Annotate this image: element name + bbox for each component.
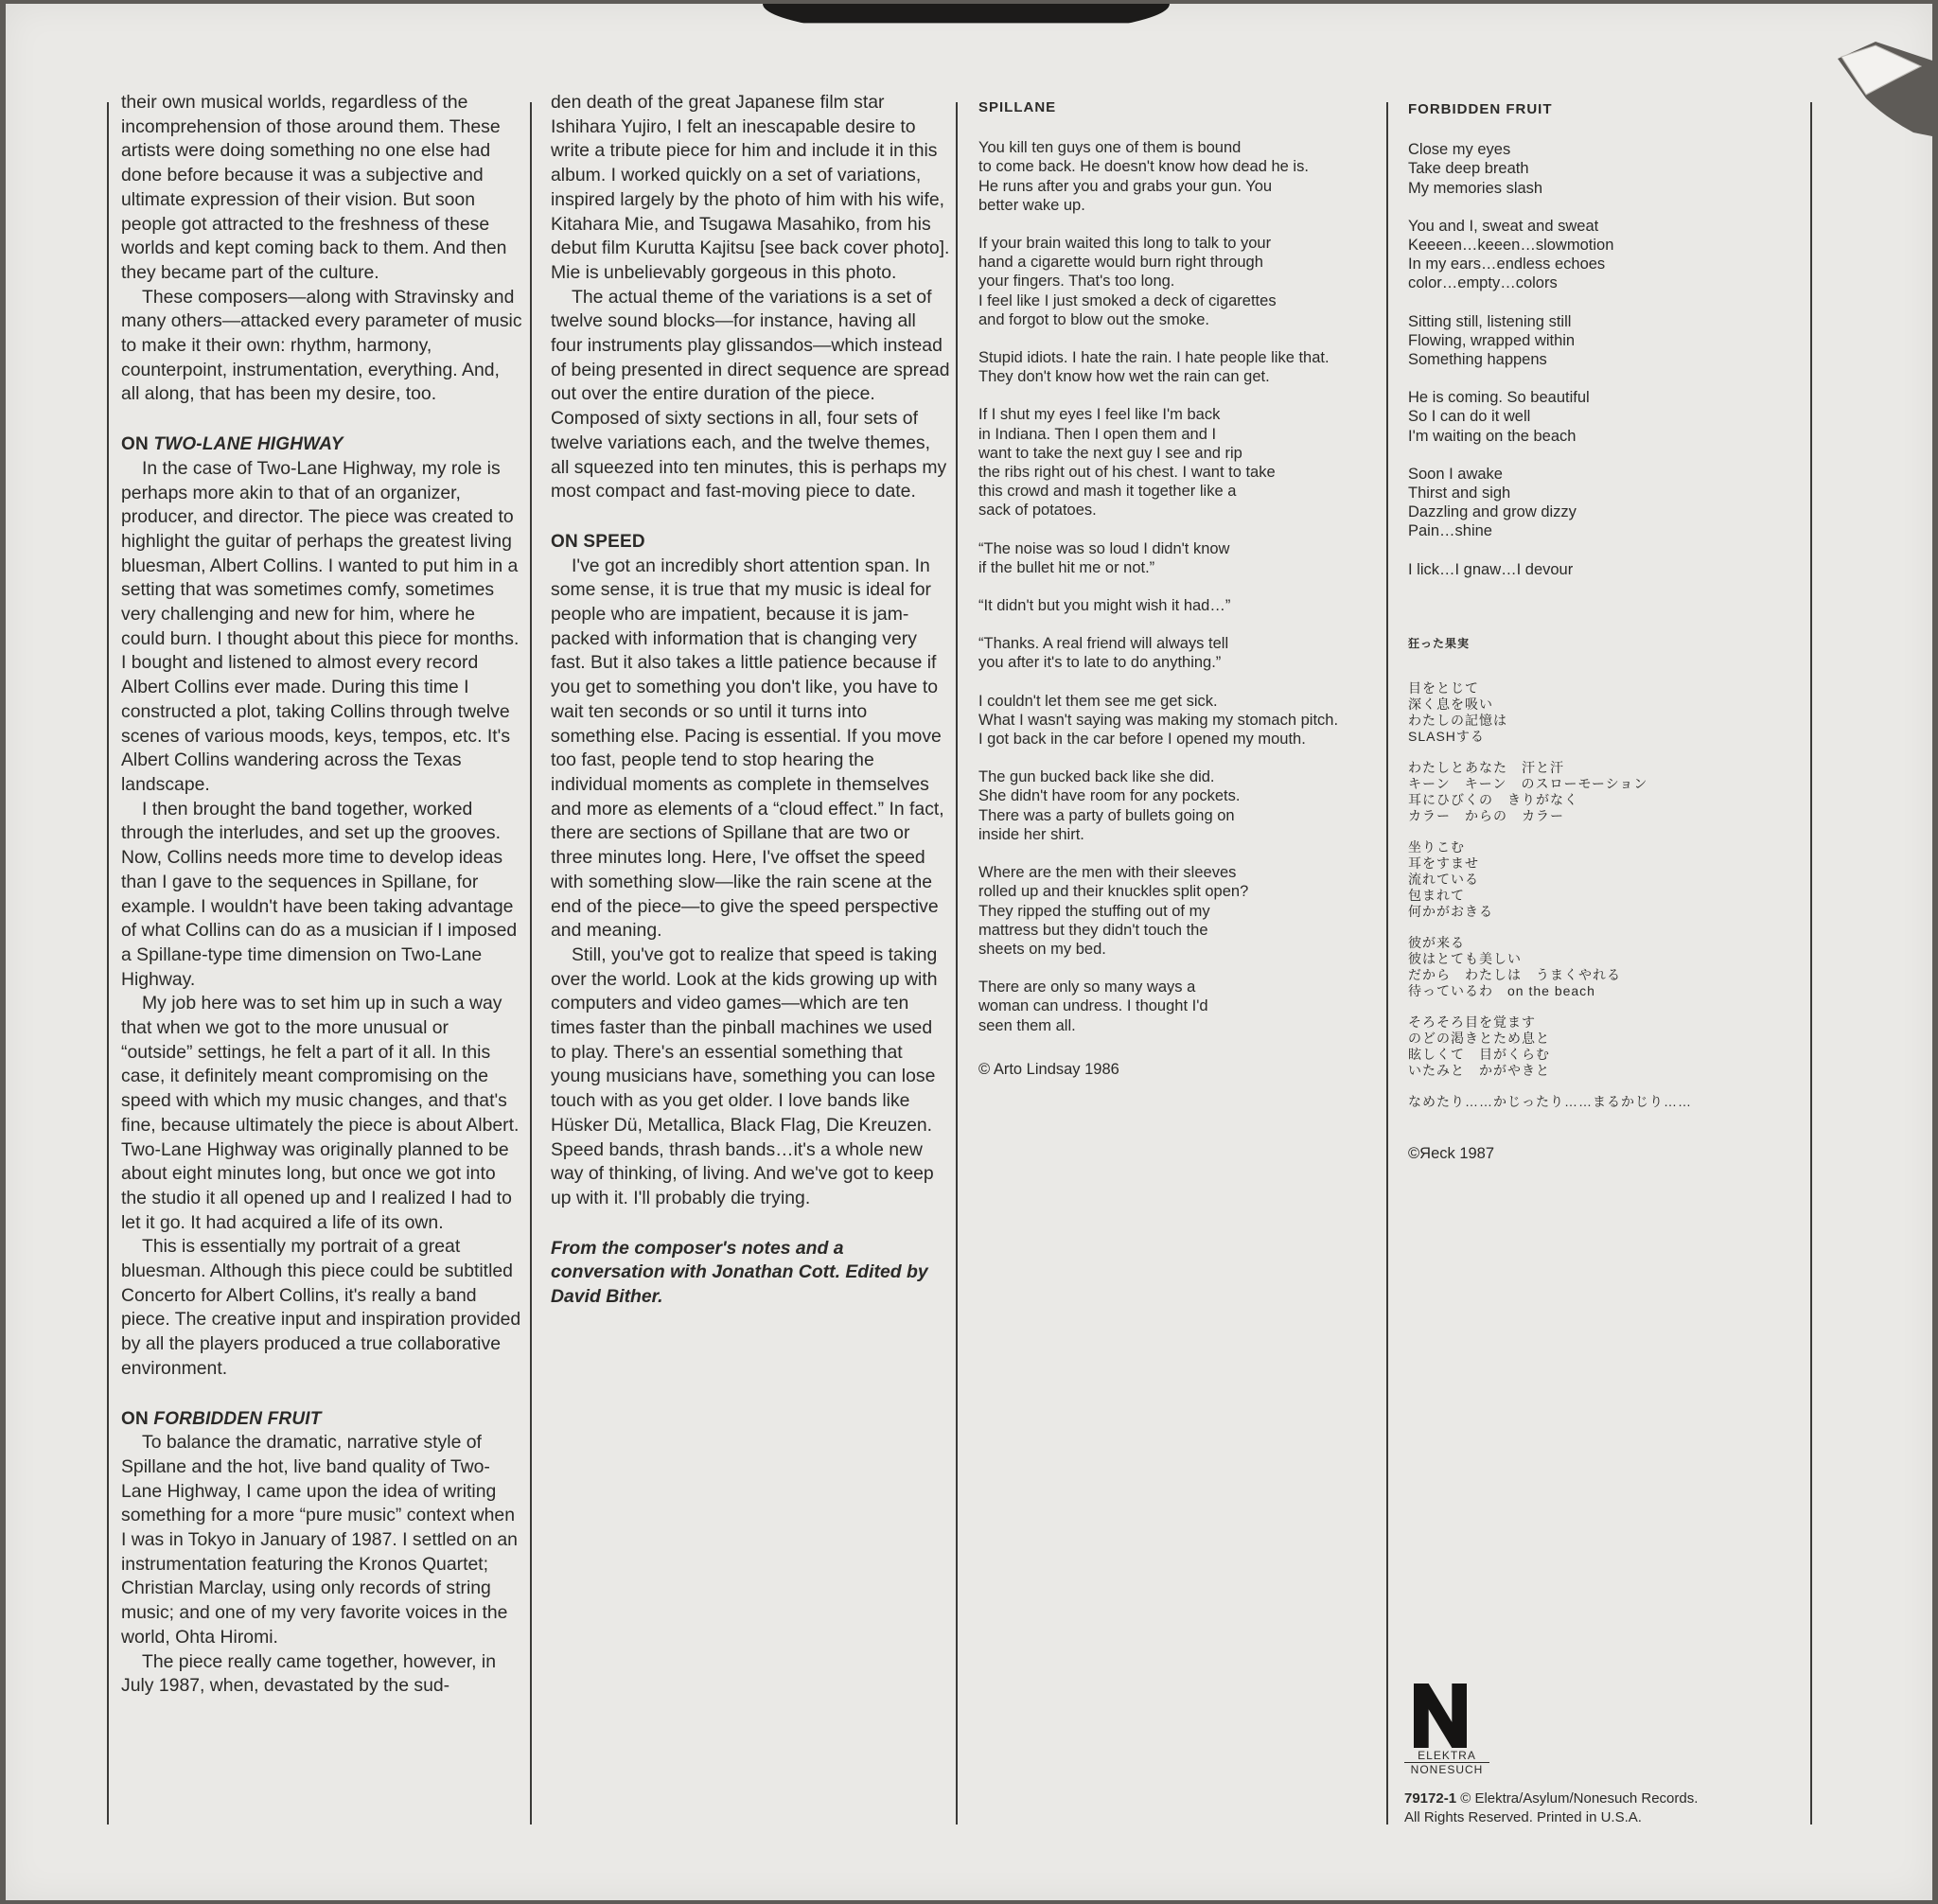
stanza [978, 138, 1385, 215]
paragraph: This is essentially my portrait of a great bluesman. Although this piece could be subtitled Concerto for Albert Collins, it's really a band piece. The creative input and inspiration provided by all the players produced a true collaborative environment. [121, 1236, 521, 1379]
lyric-line: The gun bucked back like she did. [978, 768, 1215, 786]
paragraph: den death of the great Japanese film star Ishihara Yujiro, I felt an inescapable desire to write a tribute piece for him and include it in this album. I worked quickly on a set of variations, inspired largely by the photo of him with his wife, Kitahara Mie, and Tsugawa Masahiko, from his debut film Kurutta Kajitsu [see back cover photo]. Mie is unbelievably gorgeous in this photo. [551, 92, 950, 283]
essay-column-2 [551, 91, 950, 1310]
lyric-line: SLASHする [1408, 728, 1485, 744]
section-heading-on-speed: ON SPEED [551, 531, 645, 552]
lyric-line: “It didn't but you might wish it had…” [978, 597, 1231, 615]
lyric-line: So I can do it well [1408, 408, 1531, 426]
logo-text-elektra: ELEKTRA [1404, 1750, 1489, 1763]
lyric-line: inside her shirt. [978, 825, 1084, 843]
copyright-line: ©Яeck 1987 [1408, 1144, 1495, 1162]
paragraph: their own musical worlds, regardless of the incomprehension of those around them. These artists were doing something no one else had done before because it was a subjective and ultimate expression of their vision. But soon people got attracted to the freshness of these worlds and kept coming back to them. And then they became part of the culture. [121, 92, 507, 283]
lyric-line: There was a party of bullets going on [978, 806, 1235, 824]
lyric-line: She didn't have room for any pockets. [978, 787, 1241, 805]
stanza [1408, 935, 1806, 999]
lyric-line: 待っているわ on the beach [1408, 982, 1595, 998]
lyrics-title: FORBIDDEN FRUIT [1408, 101, 1553, 117]
lyrics-spillane [978, 98, 1385, 1079]
lyric-line: mattress but they didn't touch the [978, 921, 1208, 939]
lyrics-title: SPILLANE [978, 99, 1057, 115]
lyric-line: Close my eyes [1408, 141, 1511, 159]
paragraph: Still, you've got to realize that speed is taking over the world. Look at the kids growing up with computers and video games—which are ten times faster than the pinball machines we used to play. There's an essential something that young musicians have, something you can lose touch with as you get older. I love bands like Hüsker Dü, Metallica, Black Flag, Die Kreuzen. Speed bands, thrash bands…it's a whole new way of thinking, of living. And we've got to keep up with it. I'll probably die trying. [551, 943, 938, 1208]
stanza [1408, 388, 1806, 446]
rights-reserved: All Rights Reserved. Printed in U.S.A. [1404, 1809, 1642, 1825]
lyric-line: 目をとじて [1408, 679, 1479, 696]
stanza [1408, 140, 1806, 198]
stanza [1408, 680, 1806, 745]
stanza [978, 348, 1385, 386]
stanza [978, 405, 1385, 520]
paragraph: The actual theme of the variations is a set of twelve sound blocks—for instance, having all four instruments play glissandos—which instead of being presented in direct sequence are spread out over the entire duration of the piece. Composed of sixty sections in all, four sets of twelve variations each, and the twelve themes, all squeezed into ten minutes, this is perhaps my most compact and fast-moving piece to date. [551, 286, 950, 502]
section-heading-two-lane-highway: ON TWO-LANE HIGHWAY [121, 434, 344, 455]
stanza [1408, 839, 1806, 920]
lyrics-forbidden-fruit [1408, 100, 1806, 1163]
lyric-line: わたしの記憶は [1408, 712, 1507, 728]
lyric-line: 深く息を吸い [1408, 696, 1493, 712]
lyric-line: I lick…I gnaw…I devour [1408, 560, 1574, 578]
lyric-line: hand a cigarette would burn right through [978, 254, 1263, 272]
catalog-number: 79172-1 [1404, 1790, 1457, 1807]
stanza [1408, 465, 1806, 541]
lyric-line: Where are the men with their sleeves [978, 864, 1237, 882]
lyric-line: I feel like I just smoked a deck of cigarettes [978, 291, 1277, 309]
lyric-line: I got back in the car before I opened my mouth. [978, 731, 1306, 749]
lyric-line: 坐りこむ [1408, 838, 1465, 855]
lyric-line: What I wasn't saying was making my stomach pitch. [978, 711, 1339, 729]
paragraph: These composers—along with Stravinsky and many others—attacked every parameter of music to make it their own: rhythm, harmony, counterpoint, instrumentation, everything. And, all along, that has been my desire, too. [121, 286, 522, 405]
lyric-line: the ribs right out of his chest. I want to take [978, 464, 1276, 482]
lyric-line: color…empty…colors [1408, 274, 1558, 292]
column-rule-left [107, 102, 109, 1825]
lyric-line: If I shut my eyes I feel like I'm back [978, 406, 1221, 424]
lyric-line: 眩しくて 目がくらむ [1408, 1046, 1550, 1062]
lyric-line: seen them all. [978, 1016, 1076, 1034]
lyric-line: rolled up and their knuckles split open? [978, 883, 1249, 901]
lyric-line: キーン キーン のスローモーション [1408, 775, 1648, 791]
lyric-line: 流れている [1408, 871, 1479, 887]
lyric-line: Sitting still, listening still [1408, 312, 1572, 330]
stanza [978, 234, 1385, 329]
stanza [1408, 217, 1806, 293]
stanza [1408, 1014, 1806, 1079]
lyric-line: They ripped the stuffing out of my [978, 902, 1210, 920]
column-rule-right [1810, 102, 1812, 1825]
stanza [978, 863, 1385, 959]
stanza [978, 634, 1385, 672]
lyric-line: sheets on my bed. [978, 940, 1106, 958]
stanza [1408, 1094, 1806, 1110]
record-sleeve [6, 4, 1932, 1900]
lyric-line: Something happens [1408, 351, 1547, 369]
lyric-line: I'm waiting on the beach [1408, 427, 1577, 445]
credit-line: From the composer's notes and a conversation with Jonathan Cott. Edited by David Bither. [551, 1237, 928, 1308]
lyric-line: You and I, sweat and sweat [1408, 217, 1599, 235]
lyric-line: I couldn't let them see me get sick. [978, 692, 1218, 710]
stanza [1408, 760, 1806, 824]
japanese-lyrics-title: 狂った果実 [1408, 636, 1471, 650]
lyric-line: Take deep breath [1408, 160, 1529, 178]
stanza [978, 978, 1385, 1035]
sleeve-notch [763, 4, 1170, 36]
lyric-line: this crowd and mash it together like a [978, 483, 1237, 501]
stanza [978, 692, 1385, 749]
lyric-line: to come back. He doesn't know how dead he is. [978, 158, 1309, 176]
elektra-nonesuch-logo [1404, 1684, 1489, 1778]
lyric-line: If your brain waited this long to talk to your [978, 235, 1272, 253]
section-heading-forbidden-fruit: ON FORBIDDEN FRUIT [121, 1408, 322, 1429]
lyric-line: In my ears…endless echoes [1408, 256, 1606, 273]
lyric-line: そろそろ目を覚ます [1408, 1014, 1536, 1030]
n-logo-mark [1414, 1684, 1467, 1748]
lyric-line: You kill ten guys one of them is bound [978, 139, 1242, 157]
lyric-line: いたみと かがやきと [1408, 1062, 1550, 1078]
column-rule [956, 102, 958, 1825]
paragraph: My job here was to set him up in such a way that when we got to the more unusual or “outside” settings, he felt a part of it all. In this case, it definitely meant compromising on the speed with which my music changes, and that's fine, because ultimately the piece is about Albert. Two-Lane Highway was originally planned to be about eight minutes long, but once we got into the studio it all opened up and I realized I had to let it go. It had acquired a life of its own. [121, 993, 520, 1233]
lyric-line: カラー からの カラー [1408, 807, 1564, 823]
lyric-line: 包まれて [1408, 887, 1465, 903]
lyric-line: and forgot to blow out the smoke. [978, 310, 1209, 328]
folded-corner [1838, 42, 1932, 136]
copyright-line: © Arto Lindsay 1986 [978, 1060, 1119, 1078]
lyric-line: “The noise was so loud I didn't know [978, 539, 1230, 557]
lyric-line: woman can undress. I thought I'd [978, 997, 1208, 1015]
lyric-line: He runs after you and grabs your gun. You [978, 177, 1273, 195]
stanza [978, 596, 1385, 615]
lyric-line: Dazzling and grow dizzy [1408, 503, 1577, 521]
lyric-line: 耳をすませ [1408, 855, 1479, 871]
lyric-line: Pain…shine [1408, 522, 1492, 540]
column-rule [530, 102, 532, 1825]
stanza [1408, 560, 1806, 579]
stanza [1408, 312, 1806, 370]
paragraph: I've got an incredibly short attention span. In some sense, it is true that my music is ideal for people who are impatient, because it is jam-packed with information that is changing very fast. But it also takes a little patience because if you get to something you don't like, you have to wait ten seconds or so until it turns into something else. Pacing is essential. If you move too fast, people tend to stop hearing the individual moments as complete in themselves and more as elements of a “cloud effect.” In fact, there are sections of Spillane that are two or three minutes long. Here, I've offset the speed with something slow—like the rain scene at the end of the piece—to give the speed perspective and meaning. [551, 555, 944, 942]
paragraph: To balance the dramatic, narrative style of Spillane and the hot, live band quality of Two-Lane Highway, I came upon the idea of writing something for a more “pure music” context when I was in Tokyo in January of 1987. I settled on an instrumentation featuring the Kronos Quartet; Christian Marclay, using only records of string music; and one of my very favorite voices in the world, Ohta Hiromi. [121, 1432, 518, 1648]
lyric-line: Stupid idiots. I hate the rain. I hate people like that. [978, 349, 1330, 367]
lyric-line: Soon I awake [1408, 465, 1503, 483]
stanza [978, 539, 1385, 577]
lyric-line: Keeeen…keeen…slowmotion [1408, 237, 1614, 255]
essay-column-1 [121, 91, 522, 1699]
lyric-line: なめたり……かじったり……まるかじり…… [1408, 1093, 1692, 1109]
lyric-line: you after it's to late to do anything.” [978, 654, 1222, 672]
column-rule [1386, 102, 1388, 1825]
stanza [978, 767, 1385, 844]
lyric-line: “Thanks. A real friend will always tell [978, 635, 1229, 653]
lyric-line: のどの渇きとため息と [1408, 1030, 1550, 1046]
lyric-line: your fingers. That's too long. [978, 273, 1175, 291]
lyric-line: My memories slash [1408, 179, 1543, 197]
lyric-line: Flowing, wrapped within [1408, 331, 1576, 349]
logo-text-nonesuch: NONESUCH [1410, 1763, 1484, 1776]
paragraph: In the case of Two-Lane Highway, my role is perhaps more akin to that of an organizer, producer, and director. The piece was created to highlight the guitar of perhaps the greatest living bluesman, Albert Collins. I wanted to put him in a setting that was sometimes comfy, sometimes very challenging and new for him, where he could burn. I thought about this piece for months. I bought and listened to almost every record Albert Collins ever made. During this time I constructed a plot, taking Collins through twelve scenes of various moods, keys, tempos, etc. It's Albert Collins wandering across the Texas landscape. [121, 457, 520, 795]
lyric-line: sack of potatoes. [978, 502, 1097, 520]
lyric-line: Thirst and sigh [1408, 485, 1511, 502]
lyric-line: if the bullet hit me or not.” [978, 558, 1155, 576]
lyric-line: 耳にひびくの きりがなく [1408, 791, 1578, 807]
lyric-line: 何かがおきる [1408, 903, 1493, 919]
lyric-line: 彼はとても美しい [1408, 950, 1522, 966]
rights-footer [1404, 1789, 1698, 1827]
copyright-notice: © Elektra/Asylum/Nonesuch Records. [1456, 1790, 1699, 1807]
lyric-line: in Indiana. Then I open them and I [978, 425, 1217, 443]
paragraph: I then brought the band together, worked through the interludes, and set up the grooves. Now, Collins needs more time to develop ideas than I gave to the sequences in Spillane, for example. I wouldn't have been taking advantage of what Collins can do as a musician if I imposed a Spillane-type time dimension on Two-Lane Highway. [121, 798, 518, 990]
japanese-lyrics [1408, 636, 1806, 1110]
lyric-line: better wake up. [978, 196, 1085, 214]
paragraph: The piece really came together, however, in July 1987, when, devastated by the sud- [121, 1650, 497, 1697]
lyric-line: They don't know how wet the rain can get. [978, 368, 1270, 386]
lyric-line: わたしとあなた 汗と汗 [1408, 759, 1564, 775]
lyric-line: 彼が来る [1408, 934, 1465, 950]
lyric-line: want to take the next guy I see and rip [978, 444, 1242, 462]
lyric-line: He is coming. So beautiful [1408, 389, 1590, 407]
lyric-line: There are only so many ways a [978, 978, 1196, 996]
lyric-line: だから わたしは うまくやれる [1408, 966, 1621, 982]
